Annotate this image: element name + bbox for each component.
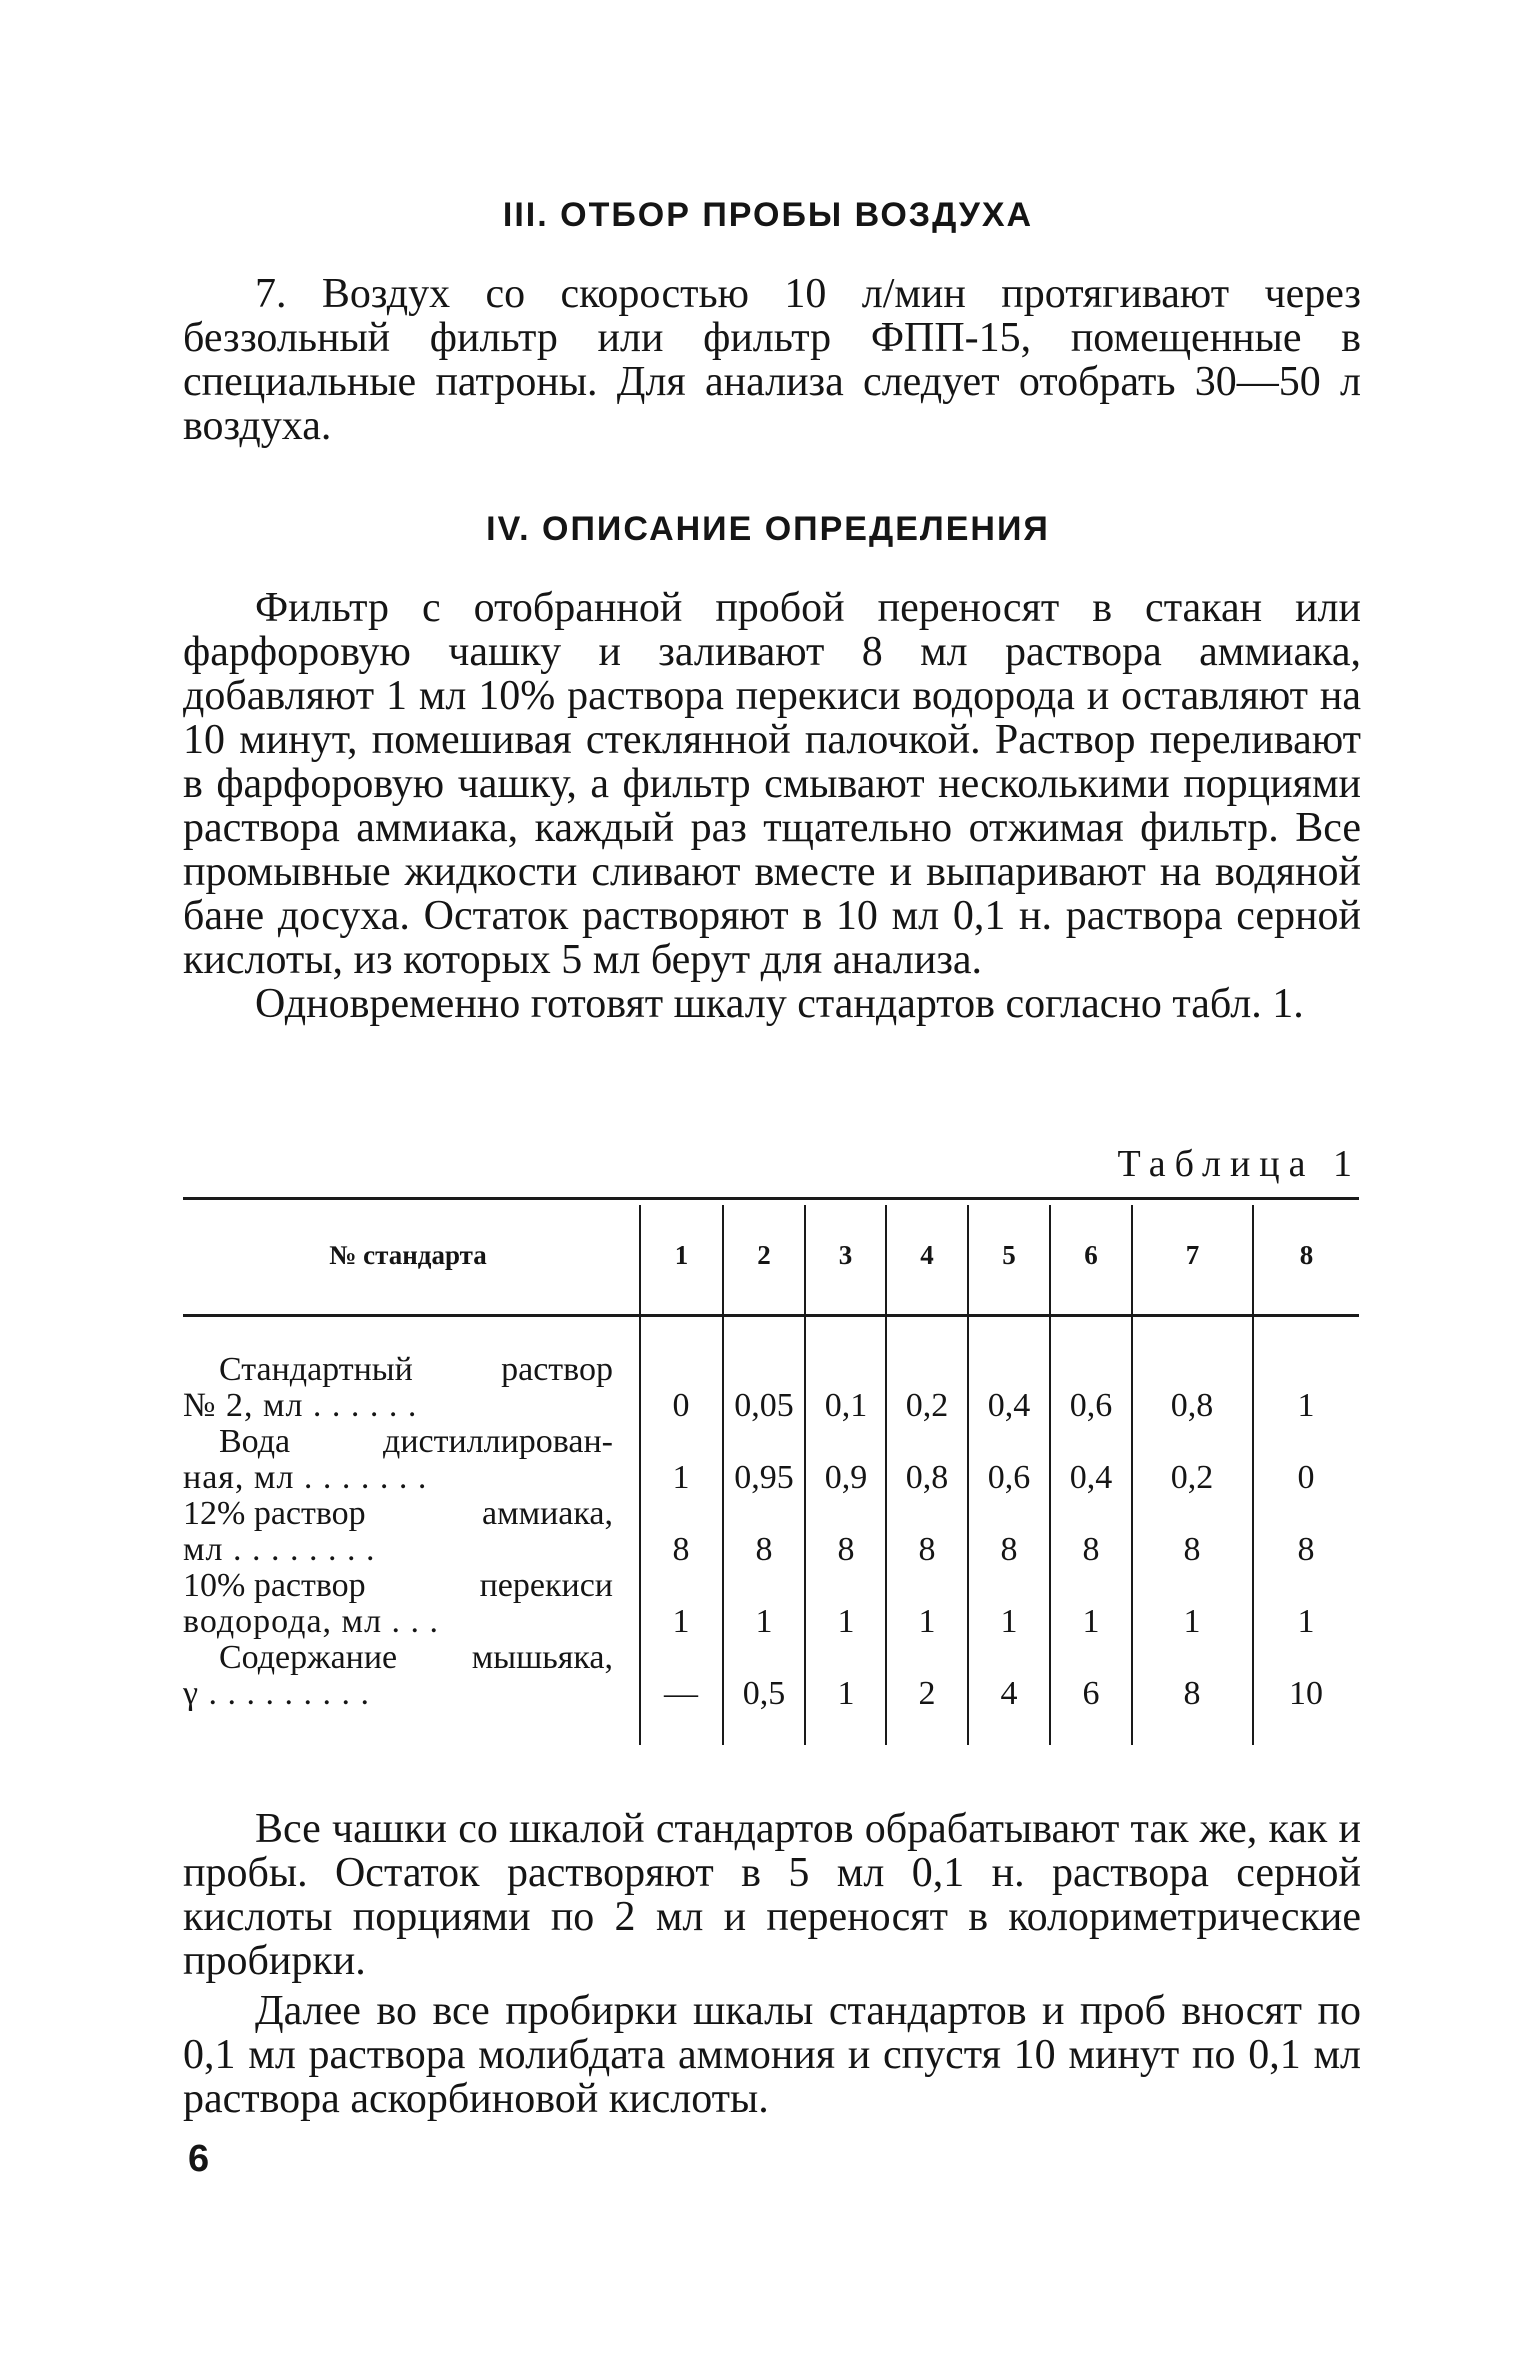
table-cell: 1 — [837, 1603, 855, 1640]
table-cell: 0,95 — [734, 1459, 794, 1496]
table-cell: 10 — [1289, 1675, 1323, 1712]
page-number: 6 — [188, 2138, 210, 2180]
table-cell: 0,4 — [987, 1387, 1031, 1424]
table-cell: 8 — [837, 1531, 855, 1568]
table-cell: 0,8 — [905, 1459, 949, 1496]
section-4-heading: IV. ОПИСАНИЕ ОПРЕДЕЛЕНИЯ — [486, 510, 1050, 548]
table-cell: 4 — [1000, 1675, 1018, 1712]
table-row-label: Содержание мышьяка, γ . . . . . . . . . — [183, 1639, 613, 1712]
table-row-label: Вода дистиллирован- ная, мл . . . . . . . — [183, 1423, 613, 1496]
table-cell: 1 — [672, 1459, 690, 1496]
table-row-label: 10% раствор перекиси водорода, мл . . . — [183, 1567, 613, 1640]
table-cell: 0,5 — [742, 1675, 786, 1712]
after-table-text — [183, 1807, 1361, 2121]
table-top-rule — [183, 1197, 1359, 1200]
section-4-paragraph-1: Фильтр с отобранной пробой переносят в стакан или фарфоровую чашку и заливают 8 мл раствора аммиака, добавляют 1 мл 10% раствора перекиси водорода и оставляют на 10 минут, помешивая стеклянной палочкой. Раствор переливают в фарфоровую чашку, а фильтр смывают несколькими порциями раствора аммиака, каждый раз тщательно отжимая фильтр. Все промывные жидкости сливают вместе и выпаривают на водяной бане досуха. Остаток растворяют в 10 мл 0,1 н. раствора серной кислоты, из которых 5 мл берут для анализа. — [183, 585, 1361, 983]
table-cell: 8 — [1000, 1531, 1018, 1568]
table-cell: 2 — [918, 1675, 936, 1712]
section-3-text — [183, 272, 1361, 448]
table-cell: 0 — [1297, 1459, 1315, 1496]
table-cell: 0,4 — [1069, 1459, 1113, 1496]
table-row-label: 12% раствор аммиака, мл . . . . . . . . — [183, 1495, 613, 1568]
table-cell: 1 — [1297, 1387, 1315, 1424]
table-cell: 8 — [1297, 1531, 1315, 1568]
table-cell: 0 — [672, 1387, 690, 1424]
table-cell: 0,2 — [905, 1387, 949, 1424]
table-cell: 1 — [1000, 1603, 1018, 1640]
table-header-label: № стандарта — [329, 1240, 487, 1270]
table-header-rule — [183, 1314, 1359, 1317]
table-header-col-1: 1 — [674, 1240, 689, 1270]
table-caption: Таблица 1 — [1117, 1143, 1361, 1185]
table-header-col-7: 7 — [1185, 1240, 1200, 1270]
table-header-col-8: 8 — [1299, 1240, 1314, 1270]
table-cell: 0,9 — [824, 1459, 868, 1496]
column-rule — [1131, 1205, 1133, 1745]
table-cell: 8 — [1183, 1675, 1201, 1712]
after-table-paragraph-2: Далее во все пробирки шкалы стандартов и проб вносят по 0,1 мл раствора молибдата аммония и спустя 10 минут по 0,1 мл раствора аскорбиновой кислоты. — [183, 1988, 1361, 2122]
section-4-text — [183, 586, 1361, 1026]
table-cell: 8 — [755, 1531, 773, 1568]
table-row-label: Стандартный раствор № 2, мл . . . . . . — [183, 1351, 613, 1424]
table-cell: 8 — [672, 1531, 690, 1568]
table-cell: 0,8 — [1170, 1387, 1214, 1424]
table-cell: 8 — [918, 1531, 936, 1568]
table-cell: 1 — [1082, 1603, 1100, 1640]
table-header-col-4: 4 — [920, 1240, 934, 1270]
table-header-col-3: 3 — [838, 1240, 853, 1270]
table-header-col-2: 2 — [757, 1240, 771, 1270]
section-3-paragraph: 7. Воздух со скоростью 10 л/мин протягивают через беззольный фильтр или фильтр ФПП-15, помещенные в специальные патроны. Для анализа следует отобрать 30—50 л воздуха. — [183, 271, 1361, 449]
table-cell: — — [664, 1675, 698, 1712]
section-4-paragraph-2: Одновременно готовят шкалу стандартов согласно табл. 1. — [255, 981, 1304, 1027]
table-header-col-5: 5 — [1002, 1240, 1016, 1270]
table-cell: 6 — [1082, 1675, 1100, 1712]
table-header-col-6: 6 — [1084, 1240, 1098, 1270]
table-cell: 0,1 — [824, 1387, 868, 1424]
table-cell: 0,2 — [1170, 1459, 1214, 1496]
table-cell: 0,6 — [1069, 1387, 1113, 1424]
column-rule — [1252, 1205, 1254, 1745]
table-cell: 8 — [1183, 1531, 1201, 1568]
table-cell: 1 — [1183, 1603, 1201, 1640]
table-cell: 1 — [755, 1603, 773, 1640]
table-cell: 1 — [1297, 1603, 1315, 1640]
table-cell: 8 — [1082, 1531, 1100, 1568]
table-cell: 0,05 — [734, 1387, 794, 1424]
section-3-heading: III. ОТБОР ПРОБЫ ВОЗДУХА — [502, 196, 1034, 234]
table-cell: 1 — [672, 1603, 690, 1640]
after-table-paragraph-1: Все чашки со шкалой стандартов обрабатывают так же, как и пробы. Остаток растворяют в 5 мл 0,1 н. раствора серной кислоты порциями по 2 мл и переносят в колориметрические пробирки. — [183, 1806, 1361, 1984]
table-cell: 1 — [837, 1675, 855, 1712]
table-cell: 1 — [918, 1603, 936, 1640]
table-cell: 0,6 — [987, 1459, 1031, 1496]
